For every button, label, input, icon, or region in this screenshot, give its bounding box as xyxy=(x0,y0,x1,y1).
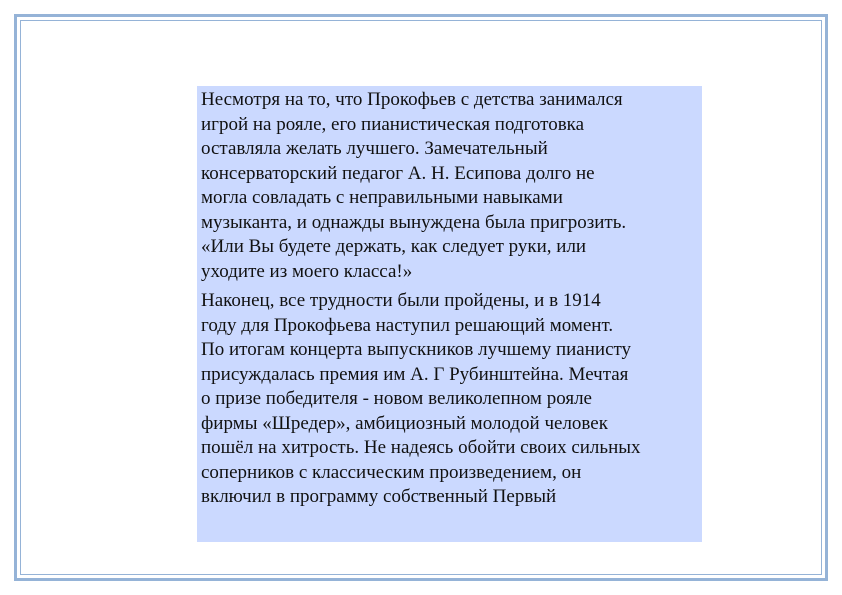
paragraph-1 xyxy=(201,88,698,284)
text-line: оставляла желать лучшего. Замечательный xyxy=(201,138,548,159)
text-line: музыканта, и однажды вынуждена была пригрозить. xyxy=(201,211,627,233)
text-line: Несмотря на то, что Прокофьев с детства занимался xyxy=(201,89,623,110)
paragraph-2 xyxy=(201,289,698,510)
text-line: соперников с классическим произведением, он xyxy=(201,461,582,483)
slide-text-box xyxy=(197,86,702,542)
text-line: о призе победителя - новом великолепном рояле xyxy=(201,388,592,409)
text-line: пошёл на хитрость. Не надеясь обойти своих сильных xyxy=(201,437,641,458)
text-line: По итогам концерта выпускников лучшему пианисту xyxy=(201,339,632,360)
text-line: могла совладать с неправильными навыками xyxy=(201,187,563,208)
text-line: Наконец, все трудности были пройдены, и в 1914 xyxy=(201,290,601,311)
text-line: уходите из моего класса!» xyxy=(201,260,413,282)
text-line: игрой на рояле, его пианистическая подготовка xyxy=(201,113,585,135)
text-line: фирмы «Шредер», амбициозный молодой человек xyxy=(201,412,608,434)
text-line: включил в программу собственный Первый xyxy=(201,486,557,507)
text-line: консерваторский педагог А. Н. Есипова долго не xyxy=(201,162,595,184)
text-line: «Или Вы будете держать, как следует руки, или xyxy=(201,236,587,257)
text-line: году для Прокофьева наступил решающий момент. xyxy=(201,314,614,336)
text-line: присуждалась премия им А. Г Рубинштейна. Мечтая xyxy=(201,363,629,385)
